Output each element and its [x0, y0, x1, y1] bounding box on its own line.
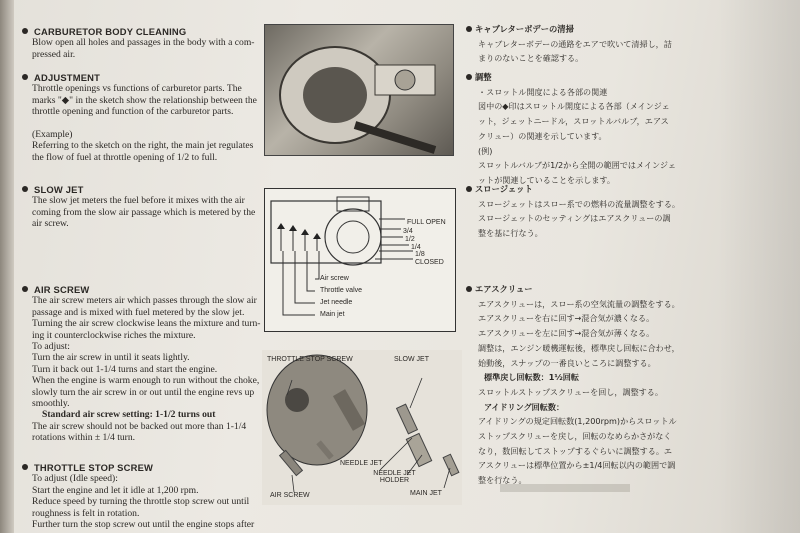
bullet-icon: [466, 286, 472, 292]
bullet-icon: [22, 286, 28, 292]
parts-photo-graphic: [262, 350, 462, 505]
paragraph: The air screw meters air which passes through the slow air passage and is mixed with fuel metered by the slow jet. Turning the air screw clockwise leans the mixture and turn- ing it counterclockwise riches the mixture. To adjust: Turn the air screw in until it seats lightly. Turn it back out 1-1/4 turns and start the engine. When the engine is warm enough to run without the choke, slowly turn the air screw in or out until the engine revs up smoothly. Standard air screw setting: 1-1/2 turns out The air screw should not be backed out more than 1-1/4 rotations within ± 1/4 turn.: [32, 295, 261, 444]
opening-closed: CLOSED: [415, 259, 444, 266]
bullet-icon: [22, 28, 28, 34]
opening-1-4: 1/4: [411, 244, 421, 251]
section-air-screw: [18, 284, 263, 444]
opening-full-open: FULL OPEN: [407, 219, 446, 226]
section-title: スロージェット: [475, 184, 533, 194]
standard-turns: 標準戻し回転数：1½回転: [484, 372, 579, 383]
carburetor-cleaning-photo: [264, 24, 454, 156]
opening-3-4: 3/4: [403, 228, 413, 235]
bullet-icon: [22, 74, 28, 80]
opening-1-8: 1/8: [415, 251, 425, 258]
label-air-screw: AIR SCREW: [270, 492, 310, 499]
carburetor-parts-photo: [262, 350, 462, 505]
section-adjustment-jp: 調整 ・スロットル開度による各部の関連 図中の◆印はスロットル開度による各部（メインジェ ット，ジェットニードル，スロットルバルブ，エアス クリュー）の関連を示しています。 (例) スロットルバルブが1/2から全開の範囲ではメインジェ ットが関連していることを示します。: [466, 70, 706, 188]
throttle-opening-diagram: [264, 188, 456, 332]
section-throttle-stop-screw: [18, 462, 263, 530]
part-jet-needle: Jet needle: [320, 299, 353, 306]
section-adjustment: [18, 72, 263, 163]
section-title: SLOW JET: [34, 184, 84, 195]
opening-1-2: 1/2: [405, 236, 415, 243]
standard-setting: Standard air screw setting: 1-1/2 turns out: [42, 409, 216, 421]
part-air-screw: Air screw: [320, 275, 349, 282]
label-slow-jet: SLOW JET: [394, 356, 430, 363]
paragraph: Blow open all holes and passages in the body with a com- pressed air.: [32, 37, 255, 60]
label-needle-jet-holder: NEEDLE JET HOLDER: [373, 470, 416, 484]
bullet-icon: [466, 74, 472, 80]
section-air-screw-jp: エアスクリュー エアスクリューは，スロー系の空気流量の調整をする。 エアスクリューを右に回す→混合気が濃くなる。 エアスクリューを左に回す→混合気が薄くなる。 調整は，エンジン暖機運転後，標準戻し回転に合わせ， 始動後，スナップの一番良いところに調整する。 標準戻し回転数：1½回転 スロットルストップスクリューを回し，調整する。 アイドリング回転数： アイドリングの規定回転数(1,200rpm)からスロットル ストップスクリューを戻し，回転のなめらかさがなく なり，数回転してストップするぐらいに調整する。エ アスクリューは標準位置から±1/4回転以内の範囲で調 整を行なう。: [466, 282, 706, 488]
section-title: CARBURETOR BODY CLEANING: [34, 26, 187, 37]
section-carburetor-body-cleaning: [18, 26, 263, 60]
section-title: キャブレターボデーの清掃: [475, 24, 574, 34]
paragraph: To adjust (Idle speed): Start the engine and let it idle at 1,200 rpm. Reduce speed by turning the throttle stop screw out until roughness is felt in rotation. Further turn the stop screw out until the engine stops after: [32, 473, 255, 531]
idle-speed-label: アイドリング回転数：: [484, 401, 565, 412]
part-throttle-valve: Throttle valve: [320, 287, 363, 294]
section-slow-jet: [18, 184, 263, 230]
bullet-icon: [466, 186, 472, 192]
binding-spine: [0, 0, 14, 533]
section-title: 調整: [475, 72, 492, 82]
page-margin-shadow: [718, 0, 800, 533]
section-title: THROTTLE STOP SCREW: [34, 462, 154, 473]
label-needle-jet: NEEDLE JET: [340, 460, 383, 467]
section-title: エアスクリュー: [475, 284, 533, 294]
faint-footer-mark: [500, 484, 630, 492]
label-throttle-stop-screw: THROTTLE STOP SCREW: [267, 356, 353, 363]
section-title: AIR SCREW: [34, 284, 90, 295]
paragraph: The slow jet meters the fuel before it mixes with the air coming from the slow air passage which is metered by the air screw.: [32, 195, 256, 230]
carburetor-photo-graphic: [265, 25, 453, 155]
bullet-icon: [22, 464, 28, 470]
label-main-jet: MAIN JET: [410, 490, 442, 497]
section-slow-jet-jp: スロージェット スロージェットはスロー系での燃料の流量調整をする。 スロージェットのセッティングはエアスクリューの調 整を基に行なう。: [466, 182, 706, 241]
bullet-icon: [22, 186, 28, 192]
section-body-cleaning-jp: キャブレターボデーの清掃 キャブレターボデーの通路をエアで吹いて清掃し，詰 まりのないことを確認する。: [466, 22, 706, 66]
paragraph: Throttle openings vs functions of carburetor parts. The marks "◆" in the sketch show the relationship between the throttle opening and function of the carburetor parts. (Example) Referring to the sketch on the right, the main jet regulates the flow of fuel at throttle opening of 1/2 to full.: [32, 83, 257, 163]
part-main-jet: Main jet: [320, 311, 345, 318]
section-title: ADJUSTMENT: [34, 72, 101, 83]
bullet-icon: [466, 26, 472, 32]
